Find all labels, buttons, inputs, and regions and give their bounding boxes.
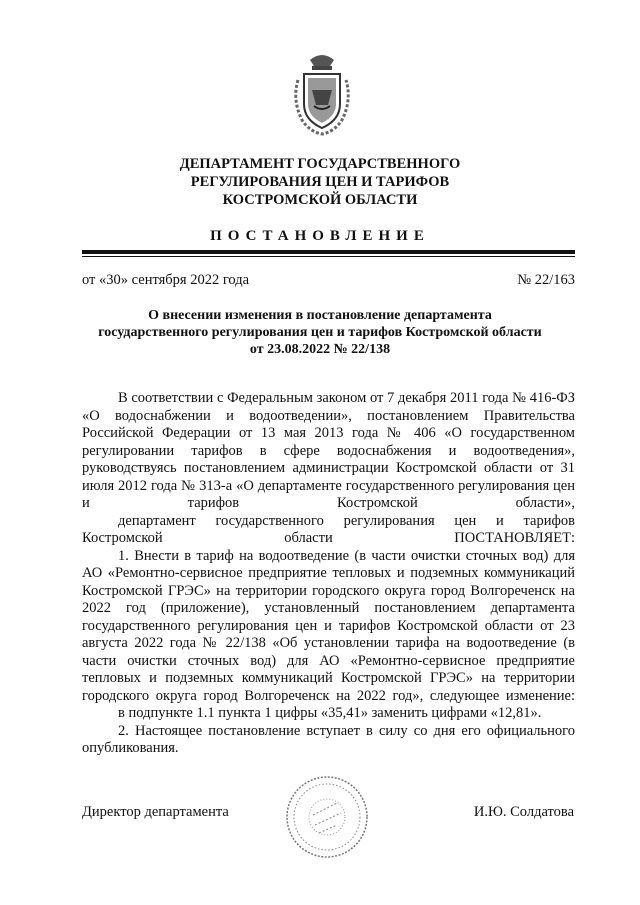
- signatory-name: И.Ю. Солдатова: [473, 804, 574, 820]
- subject-line-2: государственного регулирования цен и тарифов Костромской области: [98, 325, 542, 340]
- paragraph-resolves: департамент государственного регулирования цен и тарифов Костромской области ПОСТАНОВЛЯЕТ:: [82, 512, 575, 546]
- date-line: [82, 272, 575, 289]
- subject-line-3: от 23.08.2022 № 22/138: [249, 342, 391, 357]
- document-subject: [0, 307, 640, 358]
- coat-of-arms-emblem: [290, 50, 354, 140]
- department-name-line-1: ДЕПАРТАМЕНТ ГОСУДАРСТВЕННОГО: [179, 156, 461, 172]
- header-rule-thin: [82, 256, 575, 257]
- paragraph-clause-1: 1. Внести в тариф на водоотведение (в части очистки сточных вод) для АО «Ремонтно-сервисное предприятие тепловых и подземных коммуникаций Костромской ГРЭС» на территории городского округа город Волгореченск на 2022 год (приложение), установленный постановлением департамента государственного регулирования цен и тарифов Костромской области от 23 августа 2022 года № 22/138 «Об установлении тарифа на водоотведение (в части очистки сточных вод) для АО «Ремонтно-сервисное предприятие тепловых и подземных коммуникаций Костромской ГРЭС» на территории городского округа город Волгореченск на 2022 год», следующее изменение:: [82, 547, 575, 704]
- signatory-position: Директор департамента: [82, 804, 229, 820]
- document-number: № 22/163: [517, 272, 575, 288]
- document-date: от «30» сентября 2022 года: [82, 272, 250, 288]
- document-body: [82, 390, 575, 758]
- paragraph-clause-2: 2. Настоящее постановление вступает в силу со дня его официального опубликования.: [82, 722, 575, 756]
- department-name-line-3: КОСТРОМСКОЙ ОБЛАСТИ: [222, 192, 418, 208]
- paragraph-preamble: В соответствии с Федеральным законом от 7 декабря 2011 года № 416-ФЗ «О водоснабжении и водоотведении», постановлением Правительства Российской Федерации от 13 мая 2013 года № 406 «О государственном регулировании тарифов в сфере водоснабжения и водоотведения», руководствуясь постановлением администрации Костромской области от 31 июля 2012 года № 313-а «О департаменте государственного регулирования цен и тарифов Костромской области»,: [82, 390, 575, 511]
- subject-line-1: О внесении изменения в постановление департамента: [148, 308, 492, 323]
- official-seal-stamp: [285, 775, 370, 860]
- header-rule-thick: [82, 250, 575, 254]
- document-type-title: ПОСТАНОВЛЕНИЕ: [210, 228, 430, 244]
- paragraph-clause-1-amendment: в подпункте 1.1 пункта 1 цифры «35,41» заменить цифрами «12,81».: [118, 705, 542, 721]
- department-name-line-2: РЕГУЛИРОВАНИЯ ЦЕН И ТАРИФОВ: [190, 174, 450, 190]
